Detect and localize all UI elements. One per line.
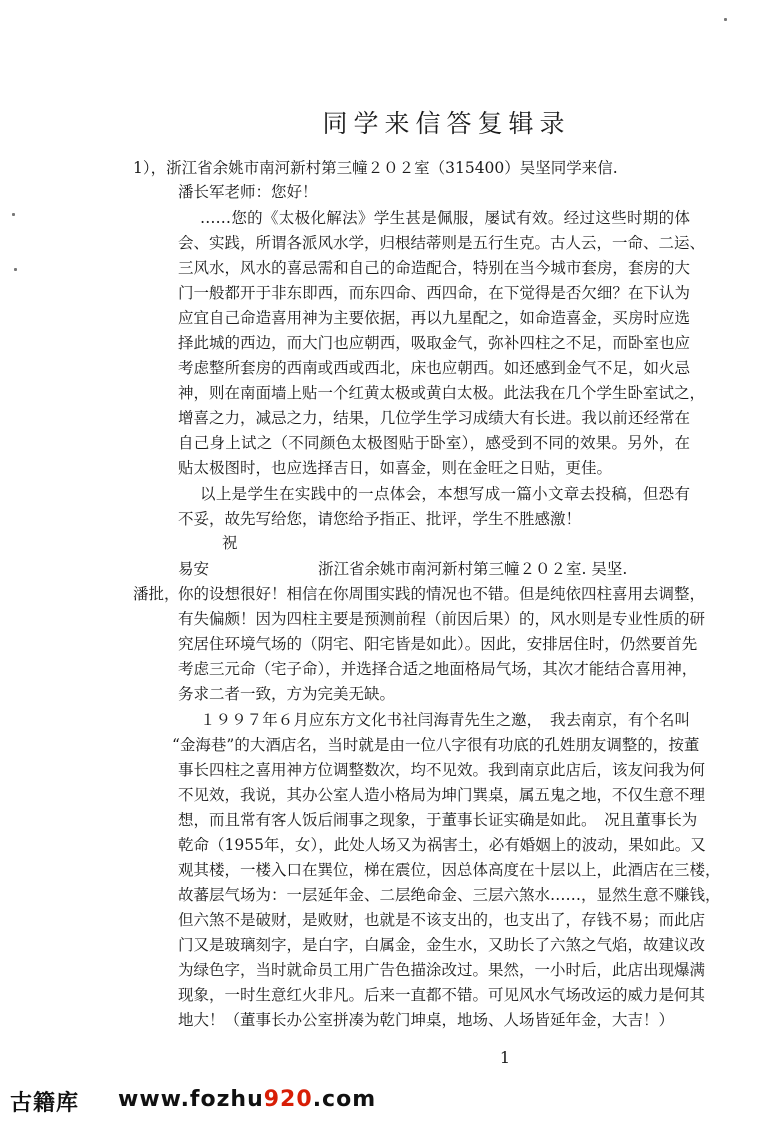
document-title: 同学来信答复辑录 (322, 109, 571, 138)
story-line: 想，而且常有客人饭后闹事之现象，于董事长证实确是如此。 况且董事长为 (178, 811, 698, 829)
reply-label: 潘批， (133, 585, 180, 603)
story-line: 不见效，我说，其办公室人造小格局为坤门巽桌，属五鬼之地，不仅生意不理 (178, 786, 706, 804)
letter-paragraph-line: 会、实践，所谓各派风水学，归根结蒂则是五行生克。古人云，一命、二运、 (178, 234, 706, 252)
scan-speck (724, 18, 727, 21)
page-number: 1 (499, 1048, 511, 1067)
story-line: 门又是玻璃刻字，是白字，白属金，金生水，又助长了六煞之气焰，故建议改 (178, 936, 706, 954)
letter-paragraph-line: 门一般都开于非东即西，而东四命、西四命，在下觉得是否欠细？在下认为 (178, 284, 690, 302)
letter-paragraph-line: 不妥，故先写给您，请您给予指正、批评，学生不胜感激！ (178, 510, 582, 528)
story-line: 乾命（1955年，女），此处人场又为祸害土，必有婚姻上的波动，果如此。又 (178, 836, 706, 854)
story-line: 但六煞不是破财，是败财，也就是不该支出的，也支出了，存钱不易；而此店 (178, 911, 706, 929)
reply-line: 考虑三元命（宅子命），并选择合适之地面格局气场，其次才能结合喜用神， (178, 660, 698, 678)
reply-line: 你的设想很好！相信在你周围实践的情况也不错。但是纯依四柱喜用去调整， (178, 585, 706, 603)
story-line: 地大！（董事长办公室拼凑为乾门坤桌，地场、人场皆延年金，大吉！） (178, 1011, 675, 1029)
site-url-link[interactable] (118, 1087, 376, 1112)
story-line: 现象，一时生意红火非凡。后来一直都不错。可见风水气场改运的威力是何其 (178, 986, 706, 1004)
reply-line: 究居住环境气场的（阴宅、阳宅皆是如此）。因此，安排居住时，仍然要首先 (178, 635, 698, 653)
story-line: “金海巷”的大酒店名，当时就是由一位八字很有功底的孔姓朋友调整的，按董 (172, 736, 700, 754)
url-prefix: www.fozhu (118, 1087, 264, 1112)
letter-paragraph-line: 自己身上试之（不同颜色太极图贴于卧室），感受到不同的效果。另外，在 (178, 434, 690, 452)
story-line: 事长四柱之喜用神方位调整数次，均不见效。我到南京此店后，该友问我为何 (178, 761, 706, 779)
letter-paragraph-line: 以上是学生在实践中的一点体会，本想写成一篇小文章去投稿，但恐有 (200, 485, 690, 503)
letter-paragraph-line: 神，则在南面墙上贴一个红黄太极或黄白太极。此法我在几个学生卧室试之， (178, 384, 706, 402)
letter-paragraph-line: 三风水，风水的喜忌需和自己的命造配合，特别在当今城市套房，套房的大 (178, 259, 690, 277)
reply-line: 务求二者一致，方为完美无缺。 (178, 685, 396, 703)
letter-paragraph-line: 择此城的西边，而大门也应朝西，吸取金气，弥补四柱之不足，而卧室也应 (178, 334, 690, 352)
scan-speck (12, 213, 15, 216)
letter-heading: 1），浙江省余姚市南河新村第三幢２０２室（315400）吴坚同学来信. (133, 159, 618, 177)
letter-paragraph-line: 应宜自己命造喜用神为主要依据，再以九星配之，如命造喜金，买房时应选 (178, 309, 690, 327)
site-watermark-footer (0, 1080, 783, 1122)
letter-signature: 浙江省余姚市南河新村第三幢２０２室. 吴坚. (318, 560, 628, 578)
closing-yian: 易安 (178, 560, 210, 578)
letter-paragraph-line: 增喜之力，减忌之力，结果，几位学生学习成绩大有长进。我以前还经常在 (178, 409, 690, 427)
url-suffix: .com (312, 1087, 377, 1112)
story-line: 故蕃层气场为：一层延年金、二层绝命金、三层六煞水……，显然生意不赚钱， (178, 886, 721, 904)
letter-salutation: 潘长军老师：您好！ (178, 183, 318, 201)
letter-paragraph-line: ……您的《太极化解法》学生甚是佩服，屡试有效。经过这些时期的体 (200, 209, 690, 227)
story-line: １９９７年６月应东方文化书社闫海青先生之邀， 我去南京，有个名叫 (200, 711, 690, 729)
site-brand: 古籍库 (10, 1091, 80, 1116)
story-line: 观其楼，一楼入口在巽位，梯在震位，因总体高度在十层以上，此酒店在三楼， (178, 861, 721, 879)
story-line: 为绿色字，当时就命员工用广告色描涂改过。果然，一小时后，此店出现爆满 (178, 961, 706, 979)
closing-zhu: 祝 (222, 534, 238, 552)
scan-speck (14, 268, 17, 271)
url-number: 920 (263, 1087, 313, 1112)
reply-line: 有失偏颇！因为四柱主要是预测前程（前因后果）的，风水则是专业性质的研 (178, 610, 706, 628)
letter-paragraph-line: 贴太极图时，也应选择吉日，如喜金，则在金旺之日贴，更佳。 (178, 459, 613, 477)
letter-paragraph-line: 考虑整所套房的西南或西或西北，床也应朝西。如还感到金气不足，如火忌 (178, 359, 690, 377)
